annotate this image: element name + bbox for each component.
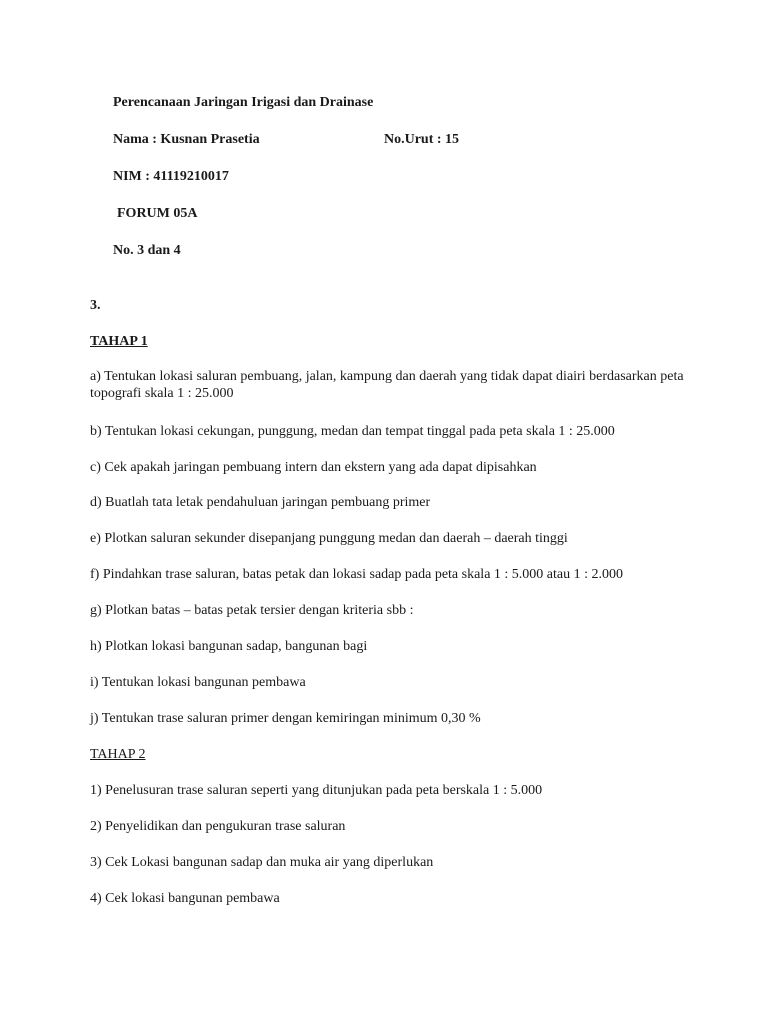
stage-2-heading: TAHAP 2 [90,747,146,762]
question-numbers: No. 3 dan 4 [113,243,181,258]
stage-1-item-i: i) Tentukan lokasi bangunan pembawa [90,675,306,690]
stage-1-item-f: f) Pindahkan trase saluran, batas petak dan lokasi sadap pada peta skala 1 : 5.000 atau 1 : 2.000 [90,567,624,582]
stage-2-item-4: 4) Cek lokasi bangunan pembawa [90,891,280,906]
stage-1-item-a: a) Tentukan lokasi saluran pembuang, jalan, kampung dan daerah yang tidak dapat diairi berdasarkan peta topografi skala 1 : 25.000 [90,369,684,401]
stage-1-item-h: h) Plotkan lokasi bangunan sadap, bangunan bagi [90,639,368,654]
section-number: 3. [90,298,101,313]
stage-2-item-3: 3) Cek Lokasi bangunan sadap dan muka air yang diperlukan [90,855,434,870]
stage-1-item-g: g) Plotkan batas – batas petak tersier dengan kriteria sbb : [90,603,414,618]
student-nim: NIM : 41119210017 [113,169,229,184]
stage-1-heading: TAHAP 1 [90,334,148,349]
stage-1-item-c: c) Cek apakah jaringan pembuang intern dan ekstern yang ada dapat dipisahkan [90,460,537,475]
stage-1-item-j: j) Tentukan trase saluran primer dengan kemiringan minimum 0,30 % [90,711,481,726]
stage-1-item-b: b) Tentukan lokasi cekungan, punggung, medan dan tempat tinggal pada peta skala 1 : 25.000 [90,424,615,439]
student-name: Nama : Kusnan Prasetia [113,132,260,147]
stage-2-item-1: 1) Penelusuran trase saluran seperti yang ditunjukan pada peta berskala 1 : 5.000 [90,783,543,798]
order-number: No.Urut : 15 [384,132,460,147]
forum-label: FORUM 05A [117,206,198,221]
course-title: Perencanaan Jaringan Irigasi dan Drainase [113,95,374,110]
stage-2-item-2: 2) Penyelidikan dan pengukuran trase saluran [90,819,346,834]
stage-1-item-e: e) Plotkan saluran sekunder disepanjang punggung medan dan daerah – daerah tinggi [90,531,568,546]
stage-1-item-d: d) Buatlah tata letak pendahuluan jaringan pembuang primer [90,495,431,510]
